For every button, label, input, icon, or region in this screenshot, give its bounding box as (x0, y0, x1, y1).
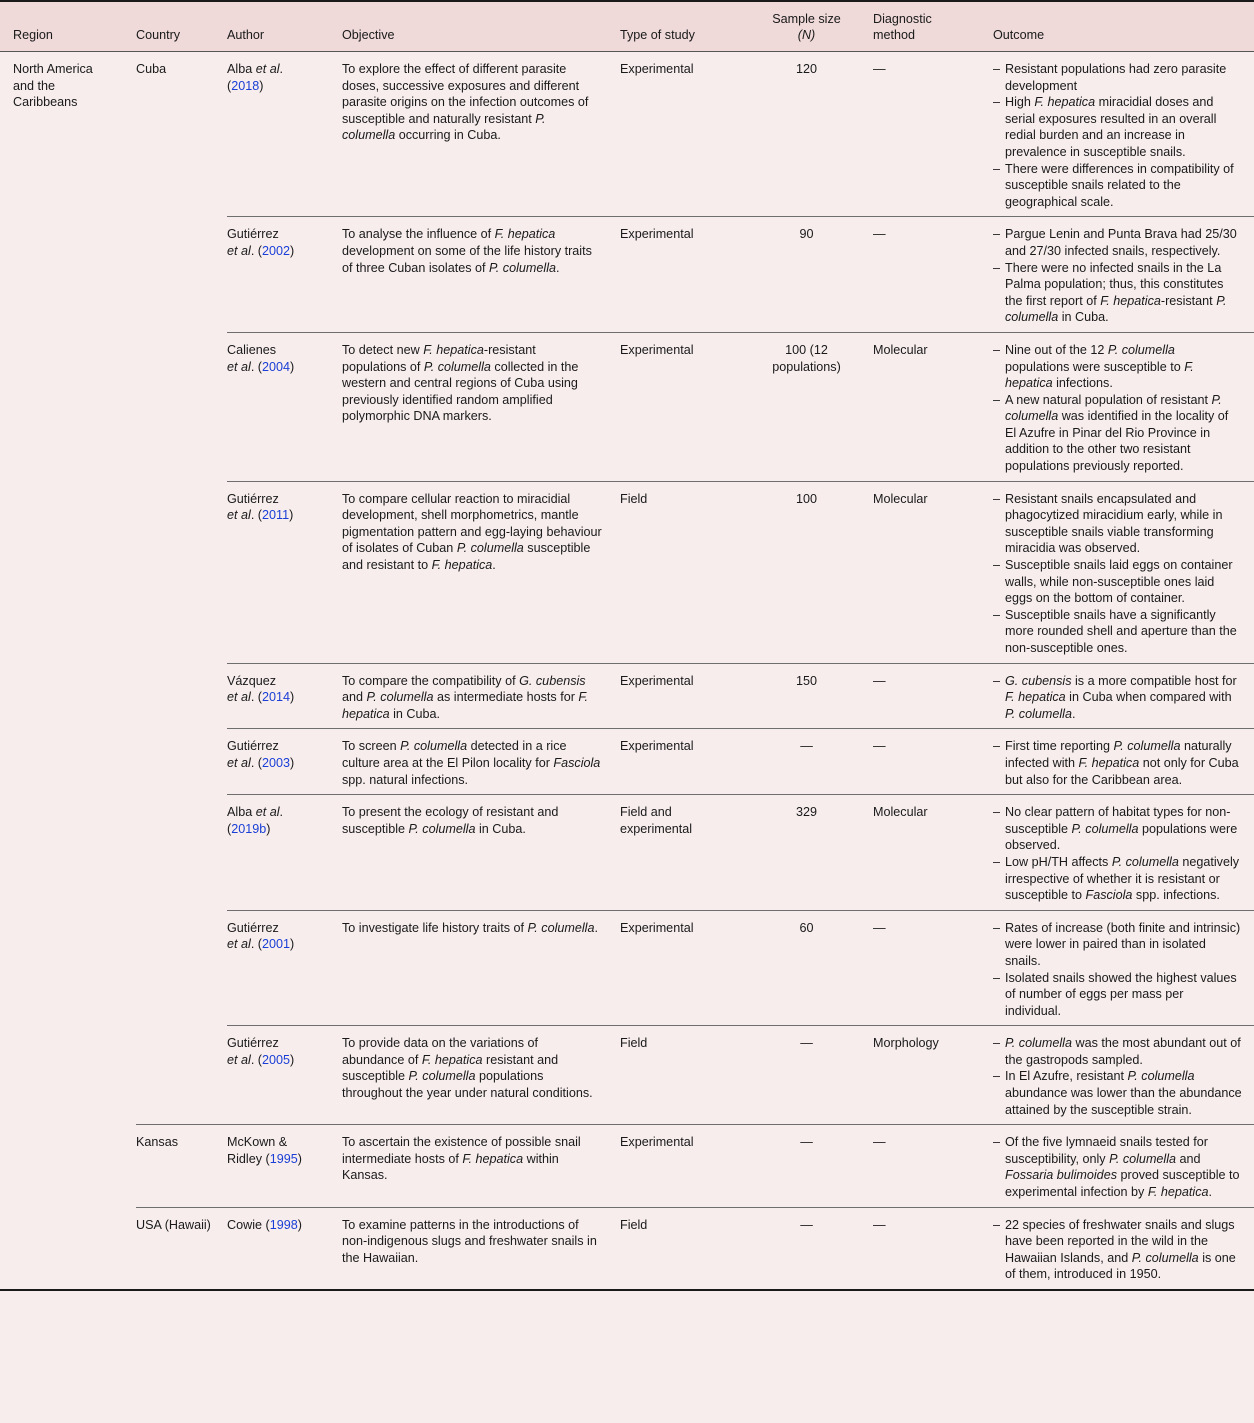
cell-author: Cowie (1998) (227, 1207, 342, 1290)
cell-author: Alba et al. (2018) (227, 62, 284, 93)
cell-sample-size: 100 (740, 481, 873, 663)
citation-link[interactable]: 2018 (231, 78, 260, 93)
cell-type-of-study: Experimental (620, 332, 740, 481)
header-type-of-study: Type of study (620, 1, 740, 52)
cell-diagnostic-method: Morphology (873, 1026, 987, 1125)
cell-diagnostic-method: — (873, 663, 987, 729)
cell-region: North America and the Caribbeans (0, 52, 136, 1291)
cell-objective: To analyse the influence of F. hepatica development on some of the life history traits of three Cuban isolates of P. columella. (342, 217, 620, 333)
cell-sample-size: — (740, 1207, 873, 1290)
outcome-list (993, 920, 1242, 1020)
outcome-item: – High F. hepatica miracidial doses and serial exposures resulted in an overall redial burden and an increase in prevalence in susceptible snails. (993, 94, 1242, 160)
cell-type-of-study: Experimental (620, 62, 694, 76)
cell-diagnostic-method: Molecular (873, 332, 987, 481)
cell-diagnostic-method: Molecular (873, 795, 987, 911)
cell-country: Cuba (136, 62, 167, 76)
cell-sample-size: 120 (795, 62, 817, 76)
outcome-item: – First time reporting P. columella naturally infected with F. hepatica not only for Cuba but also for the Caribbean area. (993, 738, 1242, 788)
cell-diagnostic-method: — (873, 1125, 987, 1207)
cell-objective: To compare cellular reaction to miracidial development, shell morphometrics, mantle pigmentation pattern and egg-laying behaviour of isolates of Cuban P. columella susceptible and resistant to F. hepatica. (342, 481, 620, 663)
cell-type-of-study: Experimental (620, 729, 740, 795)
outcome-item: – 22 species of freshwater snails and slugs have been reported in the wild in the Hawaiian Islands, and P. columella is one of them, introduced in 1950. (993, 1217, 1242, 1283)
outcome-item: – P. columella was the most abundant out of the gastropods sampled. (993, 1035, 1242, 1068)
outcome-list (993, 1217, 1242, 1283)
cell-objective: To detect new F. hepatica-resistant populations of P. columella collected in the western and central regions of Cuba using previously identified random amplified polymorphic DNA markers. (342, 332, 620, 481)
outcome-list (993, 1035, 1242, 1118)
header-sample-size (740, 1, 873, 52)
cell-author: Gutiérrez et al. (2005) (227, 1026, 342, 1125)
outcome-item: – Pargue Lenin and Punta Brava had 25/30 and 27/30 infected snails, respectively. (993, 226, 1242, 259)
outcome-item: – There were no infected snails in the La Palma population; thus, this constitutes the first report of F. hepatica-resistant P. columella in Cuba. (993, 260, 1242, 326)
outcome-item: – Nine out of the 12 P. columella populations were susceptible to F. hepatica infections. (993, 342, 1242, 392)
outcome-list (993, 61, 1242, 210)
outcome-item: – Of the five lymnaeid snails tested for susceptibility, only P. columella and Fossaria bulimoides proved susceptible to experimental infection by F. hepatica. (993, 1134, 1242, 1200)
citation-link[interactable]: 1998 (269, 1217, 298, 1232)
cell-sample-size: 90 (740, 217, 873, 333)
cell-country: Kansas (136, 1125, 227, 1207)
header-sample-size-line1: Sample size (772, 11, 841, 26)
cell-diagnostic-method: — (873, 62, 886, 76)
cell-author: Calienes et al. (2004) (227, 332, 342, 481)
outcome-list (993, 342, 1242, 475)
outcome-list (993, 804, 1242, 904)
outcome-list (993, 226, 1242, 326)
cell-sample-size: 100 (12 populations) (740, 332, 873, 481)
table-row (0, 1125, 1254, 1207)
cell-type-of-study: Experimental (620, 217, 740, 333)
header-author: Author (227, 1, 342, 52)
cell-sample-size: 150 (740, 663, 873, 729)
outcome-list (993, 1134, 1242, 1200)
cell-author: Gutiérrez et al. (2003) (227, 729, 342, 795)
cell-type-of-study: Field (620, 1026, 740, 1125)
header-diagnostic-method (873, 1, 987, 52)
cell-objective: To explore the effect of different parasite doses, successive exposures and different parasite origins on the infection outcomes of susceptible and naturally resistant P. columella occurring in Cuba. (342, 62, 589, 143)
citation-link[interactable]: 2011 (262, 508, 290, 523)
cell-outcome (987, 910, 1254, 1026)
cell-sample-size: — (740, 1125, 873, 1207)
cell-author: Gutiérrez et al. (2001) (227, 910, 342, 1026)
cell-type-of-study: Field (620, 1207, 740, 1290)
cell-diagnostic-method: — (873, 729, 987, 795)
cell-outcome (987, 52, 1254, 217)
table-body (0, 52, 1254, 1291)
outcome-list (993, 738, 1242, 788)
cell-sample-size: 329 (740, 795, 873, 911)
cell-objective: To screen P. columella detected in a rice culture area at the El Pilon locality for Fasciola spp. natural infections. (342, 729, 620, 795)
header-sample-size-line2: (N) (797, 28, 816, 43)
outcome-item: – No clear pattern of habitat types for non-susceptible P. columella populations were observed. (993, 804, 1242, 854)
outcome-item: – Resistant snails encapsulated and phagocytized miracidium early, while in susceptible snails viable transforming miracidia was observed. (993, 491, 1242, 557)
outcome-item: – Isolated snails showed the highest values of number of eggs per mass per individual. (993, 970, 1242, 1020)
citation-link[interactable]: 2002 (262, 243, 291, 258)
cell-author: Vázquez et al. (2014) (227, 663, 342, 729)
cell-outcome (987, 1026, 1254, 1125)
table-row (0, 52, 1254, 217)
header-region: Region (0, 1, 136, 52)
outcome-item: – Susceptible snails have a significantly more rounded shell and aperture than the non-susceptible ones. (993, 607, 1242, 657)
cell-sample-size: — (740, 1026, 873, 1125)
cell-outcome (987, 729, 1254, 795)
cell-outcome (987, 1125, 1254, 1207)
header-diagnostic-line2: method (873, 28, 916, 43)
citation-link[interactable]: 2004 (262, 359, 291, 374)
cell-author: McKown & Ridley (1995) (227, 1125, 342, 1207)
cell-objective: To investigate life history traits of P. columella. (342, 910, 620, 1026)
cell-diagnostic-method: — (873, 217, 987, 333)
cell-type-of-study: Field and experimental (620, 795, 740, 911)
citation-link[interactable]: 2003 (262, 755, 291, 770)
cell-author: Alba et al. (2019b) (227, 795, 342, 911)
citation-link[interactable]: 2005 (262, 1052, 291, 1067)
cell-outcome (987, 332, 1254, 481)
cell-objective: To present the ecology of resistant and susceptible P. columella in Cuba. (342, 795, 620, 911)
cell-author: Gutiérrez et al. (2011) (227, 481, 342, 663)
header-outcome: Outcome (987, 1, 1254, 52)
cell-outcome (987, 795, 1254, 911)
outcome-list (993, 491, 1242, 657)
cell-diagnostic-method: Molecular (873, 481, 987, 663)
outcome-item: – Susceptible snails laid eggs on container walls, while non-susceptible ones laid eggs on the bottom of container. (993, 557, 1242, 607)
cell-outcome (987, 663, 1254, 729)
cell-sample-size: 60 (740, 910, 873, 1026)
outcome-item: – G. cubensis is a more compatible host for F. hepatica in Cuba when compared with P. columella. (993, 673, 1242, 723)
citation-link[interactable]: 2001 (262, 937, 291, 952)
cell-type-of-study: Experimental (620, 1125, 740, 1207)
outcome-list (993, 673, 1242, 723)
table-header (0, 1, 1254, 52)
cell-diagnostic-method: — (873, 910, 987, 1026)
header-objective: Objective (342, 1, 620, 52)
outcome-item: – There were differences in compatibility of susceptible snails related to the geographical scale. (993, 161, 1242, 211)
cell-country: USA (Hawaii) (136, 1207, 227, 1290)
outcome-item: – In El Azufre, resistant P. columella abundance was lower than the abundance attained by the susceptible strain. (993, 1068, 1242, 1118)
cell-diagnostic-method: — (873, 1207, 987, 1290)
cell-type-of-study: Experimental (620, 663, 740, 729)
cell-type-of-study: Experimental (620, 910, 740, 1026)
citation-link[interactable]: 2014 (262, 690, 291, 705)
table-row (0, 1207, 1254, 1290)
cell-objective: To compare the compatibility of G. cubensis and P. columella as intermediate hosts for F. hepatica in Cuba. (342, 663, 620, 729)
outcome-item: – Rates of increase (both finite and intrinsic) were lower in paired than in isolated snails. (993, 920, 1242, 970)
citation-link[interactable]: 1995 (269, 1151, 298, 1166)
cell-type-of-study: Field (620, 481, 740, 663)
header-diagnostic-line1: Diagnostic (873, 11, 932, 26)
cell-objective: To examine patterns in the introductions of non-indigenous slugs and freshwater snails in the Hawaiian. (342, 1207, 620, 1290)
outcome-item: – A new natural population of resistant P. columella was identified in the locality of El Azufre in Pinar del Rio Province in addition to the other two resistant populations previously reported. (993, 392, 1242, 475)
outcome-item: – Low pH/TH affects P. columella negatively irrespective of whether it is resistant or susceptible to Fasciola spp. infections. (993, 854, 1242, 904)
cell-outcome (987, 481, 1254, 663)
outcome-item: – Resistant populations had zero parasite development (993, 61, 1242, 94)
header-country: Country (136, 1, 227, 52)
cell-outcome (987, 217, 1254, 333)
cell-author: Gutiérrez et al. (2002) (227, 217, 342, 333)
citation-link[interactable]: 2019b (231, 821, 267, 836)
cell-objective: To ascertain the existence of possible snail intermediate hosts of F. hepatica within Kansas. (342, 1125, 620, 1207)
cell-outcome (987, 1207, 1254, 1290)
cell-sample-size: — (740, 729, 873, 795)
cell-objective: To provide data on the variations of abundance of F. hepatica resistant and susceptible P. columella populations throughout the year under natural conditions. (342, 1026, 620, 1125)
